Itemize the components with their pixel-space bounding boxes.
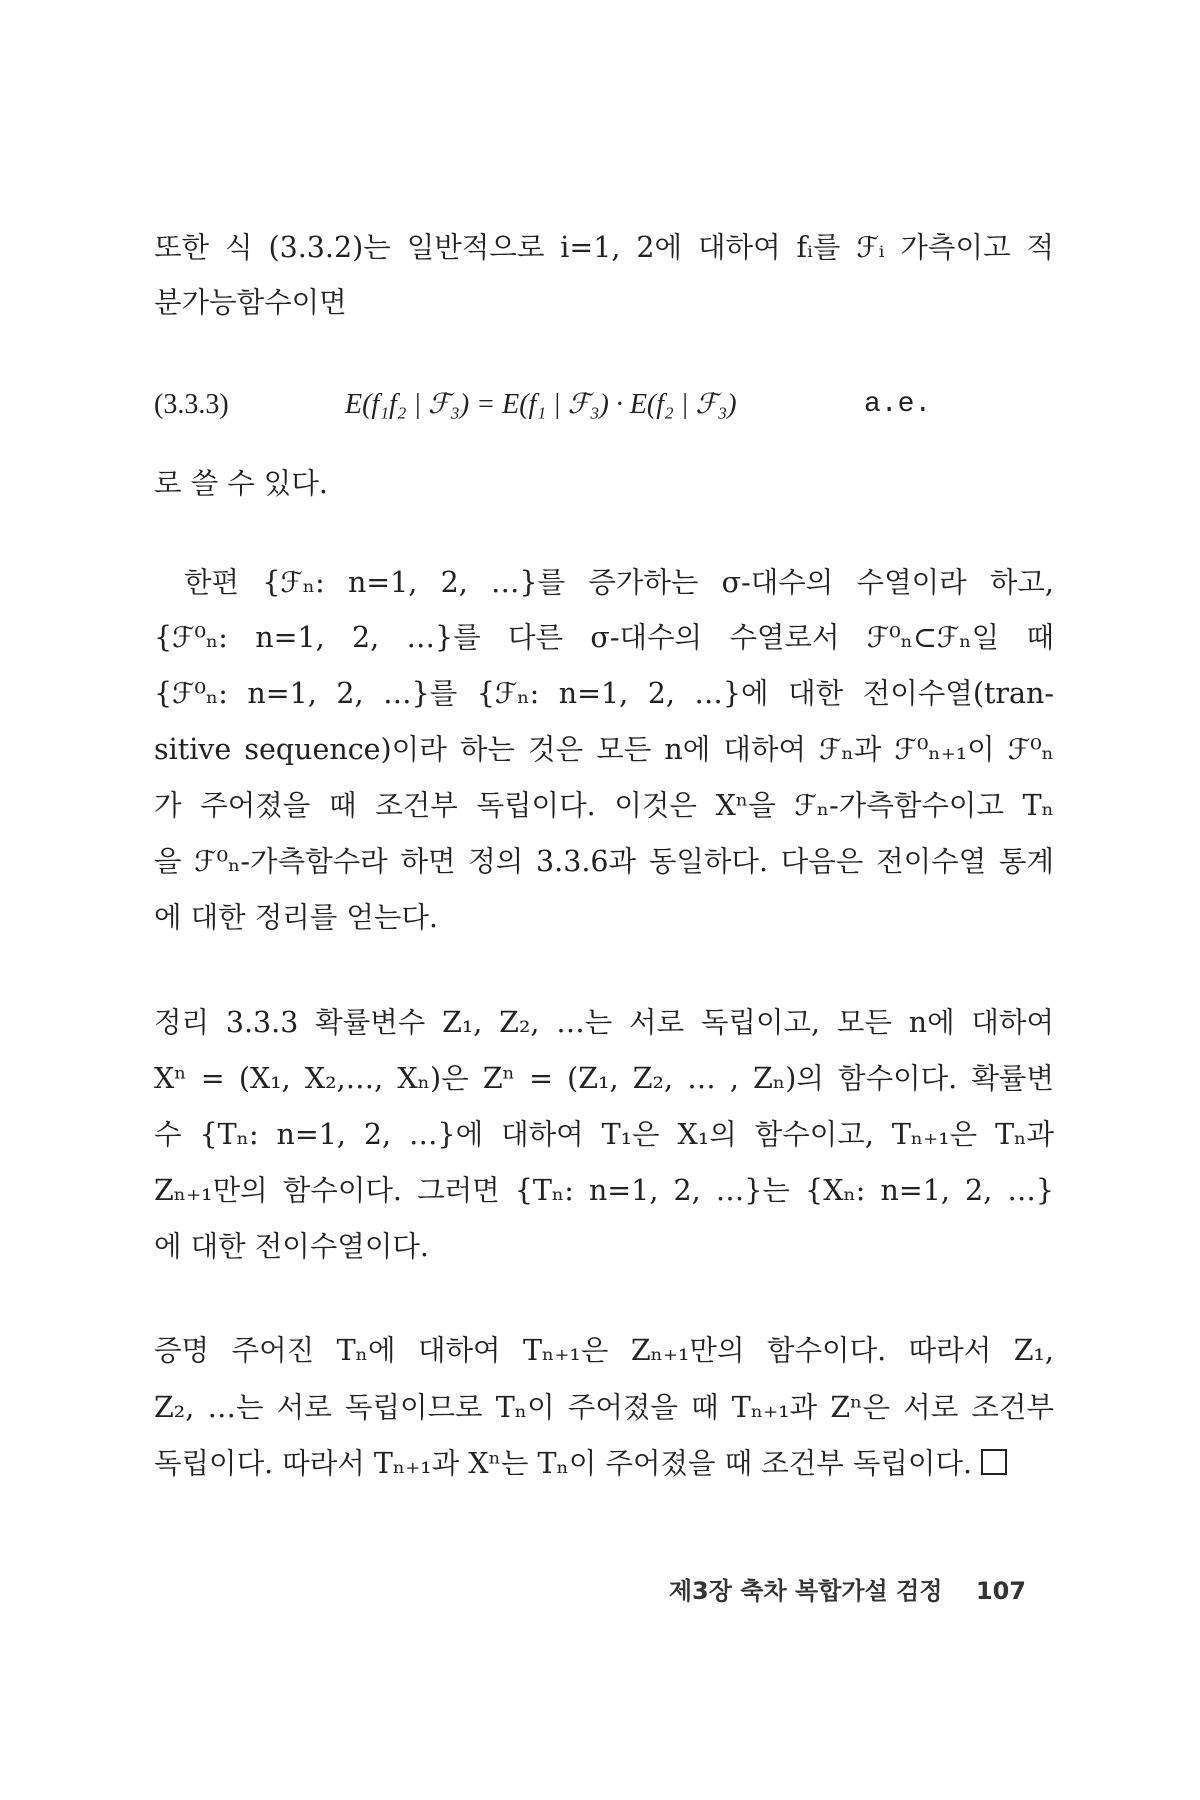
paragraph-2-line-3: {ℱ⁰ₙ: n=1, 2, …}를 {ℱₙ: n=1, 2, …}에 대한 전이수열(tran-	[154, 677, 1054, 710]
paragraph-2-line-5: 가 주어졌을 때 조건부 독립이다. 이것은 Xⁿ을 ℱₙ-가측함수이고 Tₙ	[154, 789, 1054, 822]
theorem-line-1: 정리 3.3.3 확률변수 Z₁, Z₂, …는 서로 독립이고, 모든 n에 대하여	[154, 1006, 1054, 1039]
equation-number: (3.3.3)	[154, 389, 229, 420]
footer-chapter-title: 제3장 축차 복합가설 검정	[668, 1577, 943, 1605]
paragraph-2-line-7: 에 대한 정리를 얻는다.	[154, 901, 439, 934]
theorem-line-5: 에 대한 전이수열이다.	[154, 1230, 429, 1263]
paragraph-2-line-1: 한편 {ℱₙ: n=1, 2, …}를 증가하는 σ-대수의 수열이라 하고,	[184, 566, 1054, 599]
paragraph-1-tail: 로 쓸 수 있다.	[154, 467, 328, 500]
theorem-line-3: 수 {Tₙ: n=1, 2, …}에 대하여 T₁은 X₁의 함수이고, Tₙ₊₁은 Tₙ과	[154, 1118, 1054, 1151]
qed-square-icon	[981, 1449, 1007, 1475]
paragraph-1-line-1: 또한 식 (3.3.2)는 일반적으로 i=1, 2에 대하여 fᵢ를 ℱᵢ 가측이고 적	[154, 231, 1054, 264]
paragraph-2-line-4: sitive sequence)이라 하는 것은 모든 n에 대하여 ℱₙ과 ℱ⁰ₙ₊₁이 ℱ⁰ₙ	[154, 733, 1054, 766]
theorem-line-2: Xⁿ = (X₁, X₂,…, Xₙ)은 Zⁿ = (Z₁, Z₂, … , Zₙ)의 함수이다. 확률변	[154, 1062, 1054, 1095]
proof-line-3	[154, 1444, 1034, 1484]
page-footer	[666, 1573, 1026, 1609]
theorem-line-4: Zₙ₊₁만의 함수이다. 그러면 {Tₙ: n=1, 2, …}는 {Xₙ: n=1, 2, …}	[154, 1174, 1054, 1207]
proof-line-1: 증명 주어진 Tₙ에 대하여 Tₙ₊₁은 Zₙ₊₁만의 함수이다. 따라서 Z₁,	[154, 1334, 1054, 1367]
paragraph-1-line-2: 분가능함수이면	[154, 286, 347, 319]
paragraph-2-line-2: {ℱ⁰ₙ: n=1, 2, …}를 다른 σ-대수의 수열로서 ℱ⁰ₙ⊂ℱₙ일 때	[154, 621, 1054, 654]
equation-formula: E(f₁f₂ | ℱ₃) = E(f₁ | ℱ₃) · E(f₂ | ℱ₃)	[345, 389, 737, 420]
footer-page-number: 107	[975, 1577, 1026, 1605]
paragraph-2-line-6: 을 ℱ⁰ₙ-가측함수라 하면 정의 3.3.6과 동일하다. 다음은 전이수열 통계	[154, 845, 1054, 878]
proof-line-3-text: 독립이다. 따라서 Tₙ₊₁과 Xⁿ는 Tₙ이 주어졌을 때 조건부 독립이다.	[154, 1447, 973, 1480]
equation-note: a.e.	[864, 389, 932, 420]
proof-line-2: Z₂, …는 서로 독립이므로 Tₙ이 주어졌을 때 Tₙ₊₁과 Zⁿ은 서로 조건부	[154, 1391, 1054, 1424]
